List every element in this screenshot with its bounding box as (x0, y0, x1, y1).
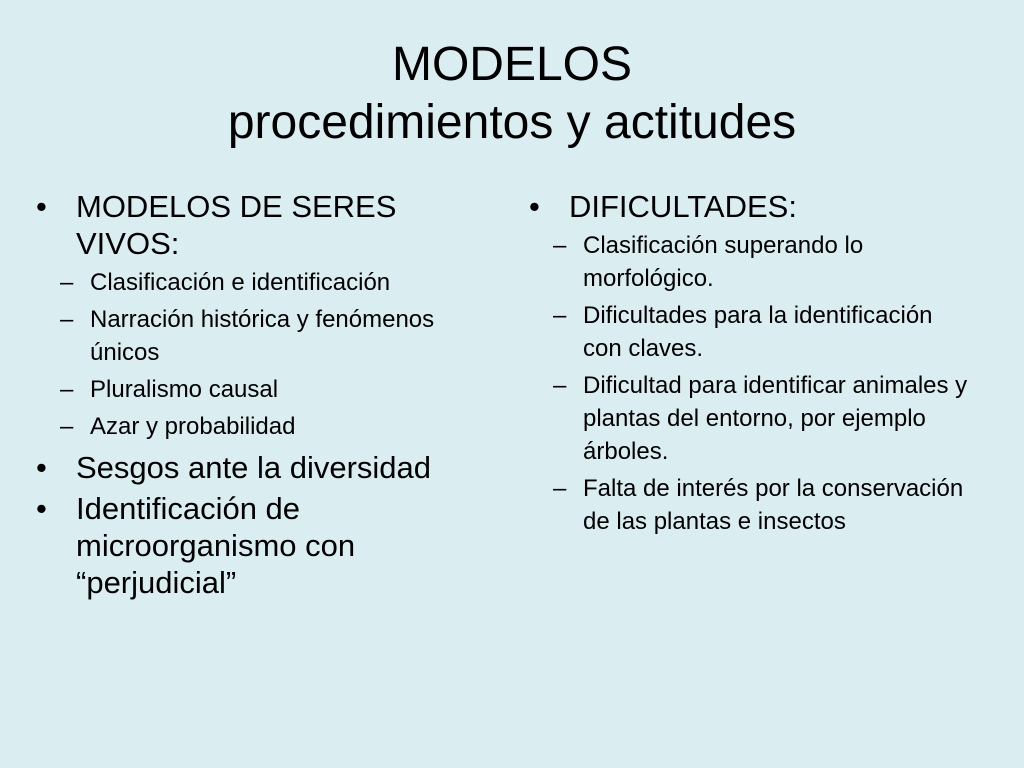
dash-icon: – (60, 269, 74, 296)
sub-list (529, 229, 969, 538)
sub-item (541, 229, 969, 295)
dash-icon: – (553, 372, 567, 399)
sub-item (48, 410, 486, 443)
bullet-item-identificacion (36, 490, 486, 601)
dash-icon: – (60, 306, 74, 333)
dash-icon: – (553, 302, 567, 329)
sub-item (541, 369, 969, 468)
dash-icon: – (553, 232, 567, 259)
sub-item-text: Falta de interés por la conservación de las plantas e insectos (583, 475, 964, 535)
sub-item-text: Pluralismo causal (90, 376, 279, 403)
bullet-item-modelos (36, 188, 486, 262)
bullet-icon: • (36, 450, 47, 485)
right-column (529, 188, 969, 544)
sub-item-text: Clasificación e identificación (90, 269, 391, 296)
bullet-text: Sesgos ante la diversidad (76, 450, 432, 485)
sub-item-text: Azar y probabilidad (90, 413, 296, 440)
sub-item-text: Clasificación superando lo morfológico. (583, 232, 864, 292)
sub-item-text: Narración histórica y fenómenos únicos (90, 306, 435, 366)
sub-item (48, 373, 486, 406)
sub-item (541, 472, 969, 538)
dash-icon: – (553, 475, 567, 502)
bullet-item-dificultades (529, 188, 969, 225)
bullet-text: Identificación de microorganismo con “perjudicial” (76, 491, 356, 600)
left-column (36, 188, 486, 601)
sub-item (48, 266, 486, 299)
dash-icon: – (60, 413, 74, 440)
bullet-icon: • (36, 491, 47, 526)
sub-item-text: Dificultades para la identificación con claves. (583, 302, 933, 362)
sub-item (48, 303, 486, 369)
bullet-item-sesgos (36, 449, 486, 486)
title-line-2: procedimientos y actitudes (227, 96, 797, 149)
bullet-text: MODELOS DE SERES VIVOS: (76, 189, 397, 261)
sub-list (36, 266, 486, 443)
bullet-icon: • (529, 189, 540, 224)
dash-icon: – (60, 376, 74, 403)
slide-title (0, 36, 1024, 152)
sub-item (541, 299, 969, 365)
title-line-1: MODELOS (391, 38, 633, 91)
sub-item-text: Dificultad para identificar animales y plantas del entorno, por ejemplo árboles. (583, 372, 968, 465)
bullet-text: DIFICULTADES: (569, 189, 797, 224)
bullet-icon: • (36, 189, 47, 224)
